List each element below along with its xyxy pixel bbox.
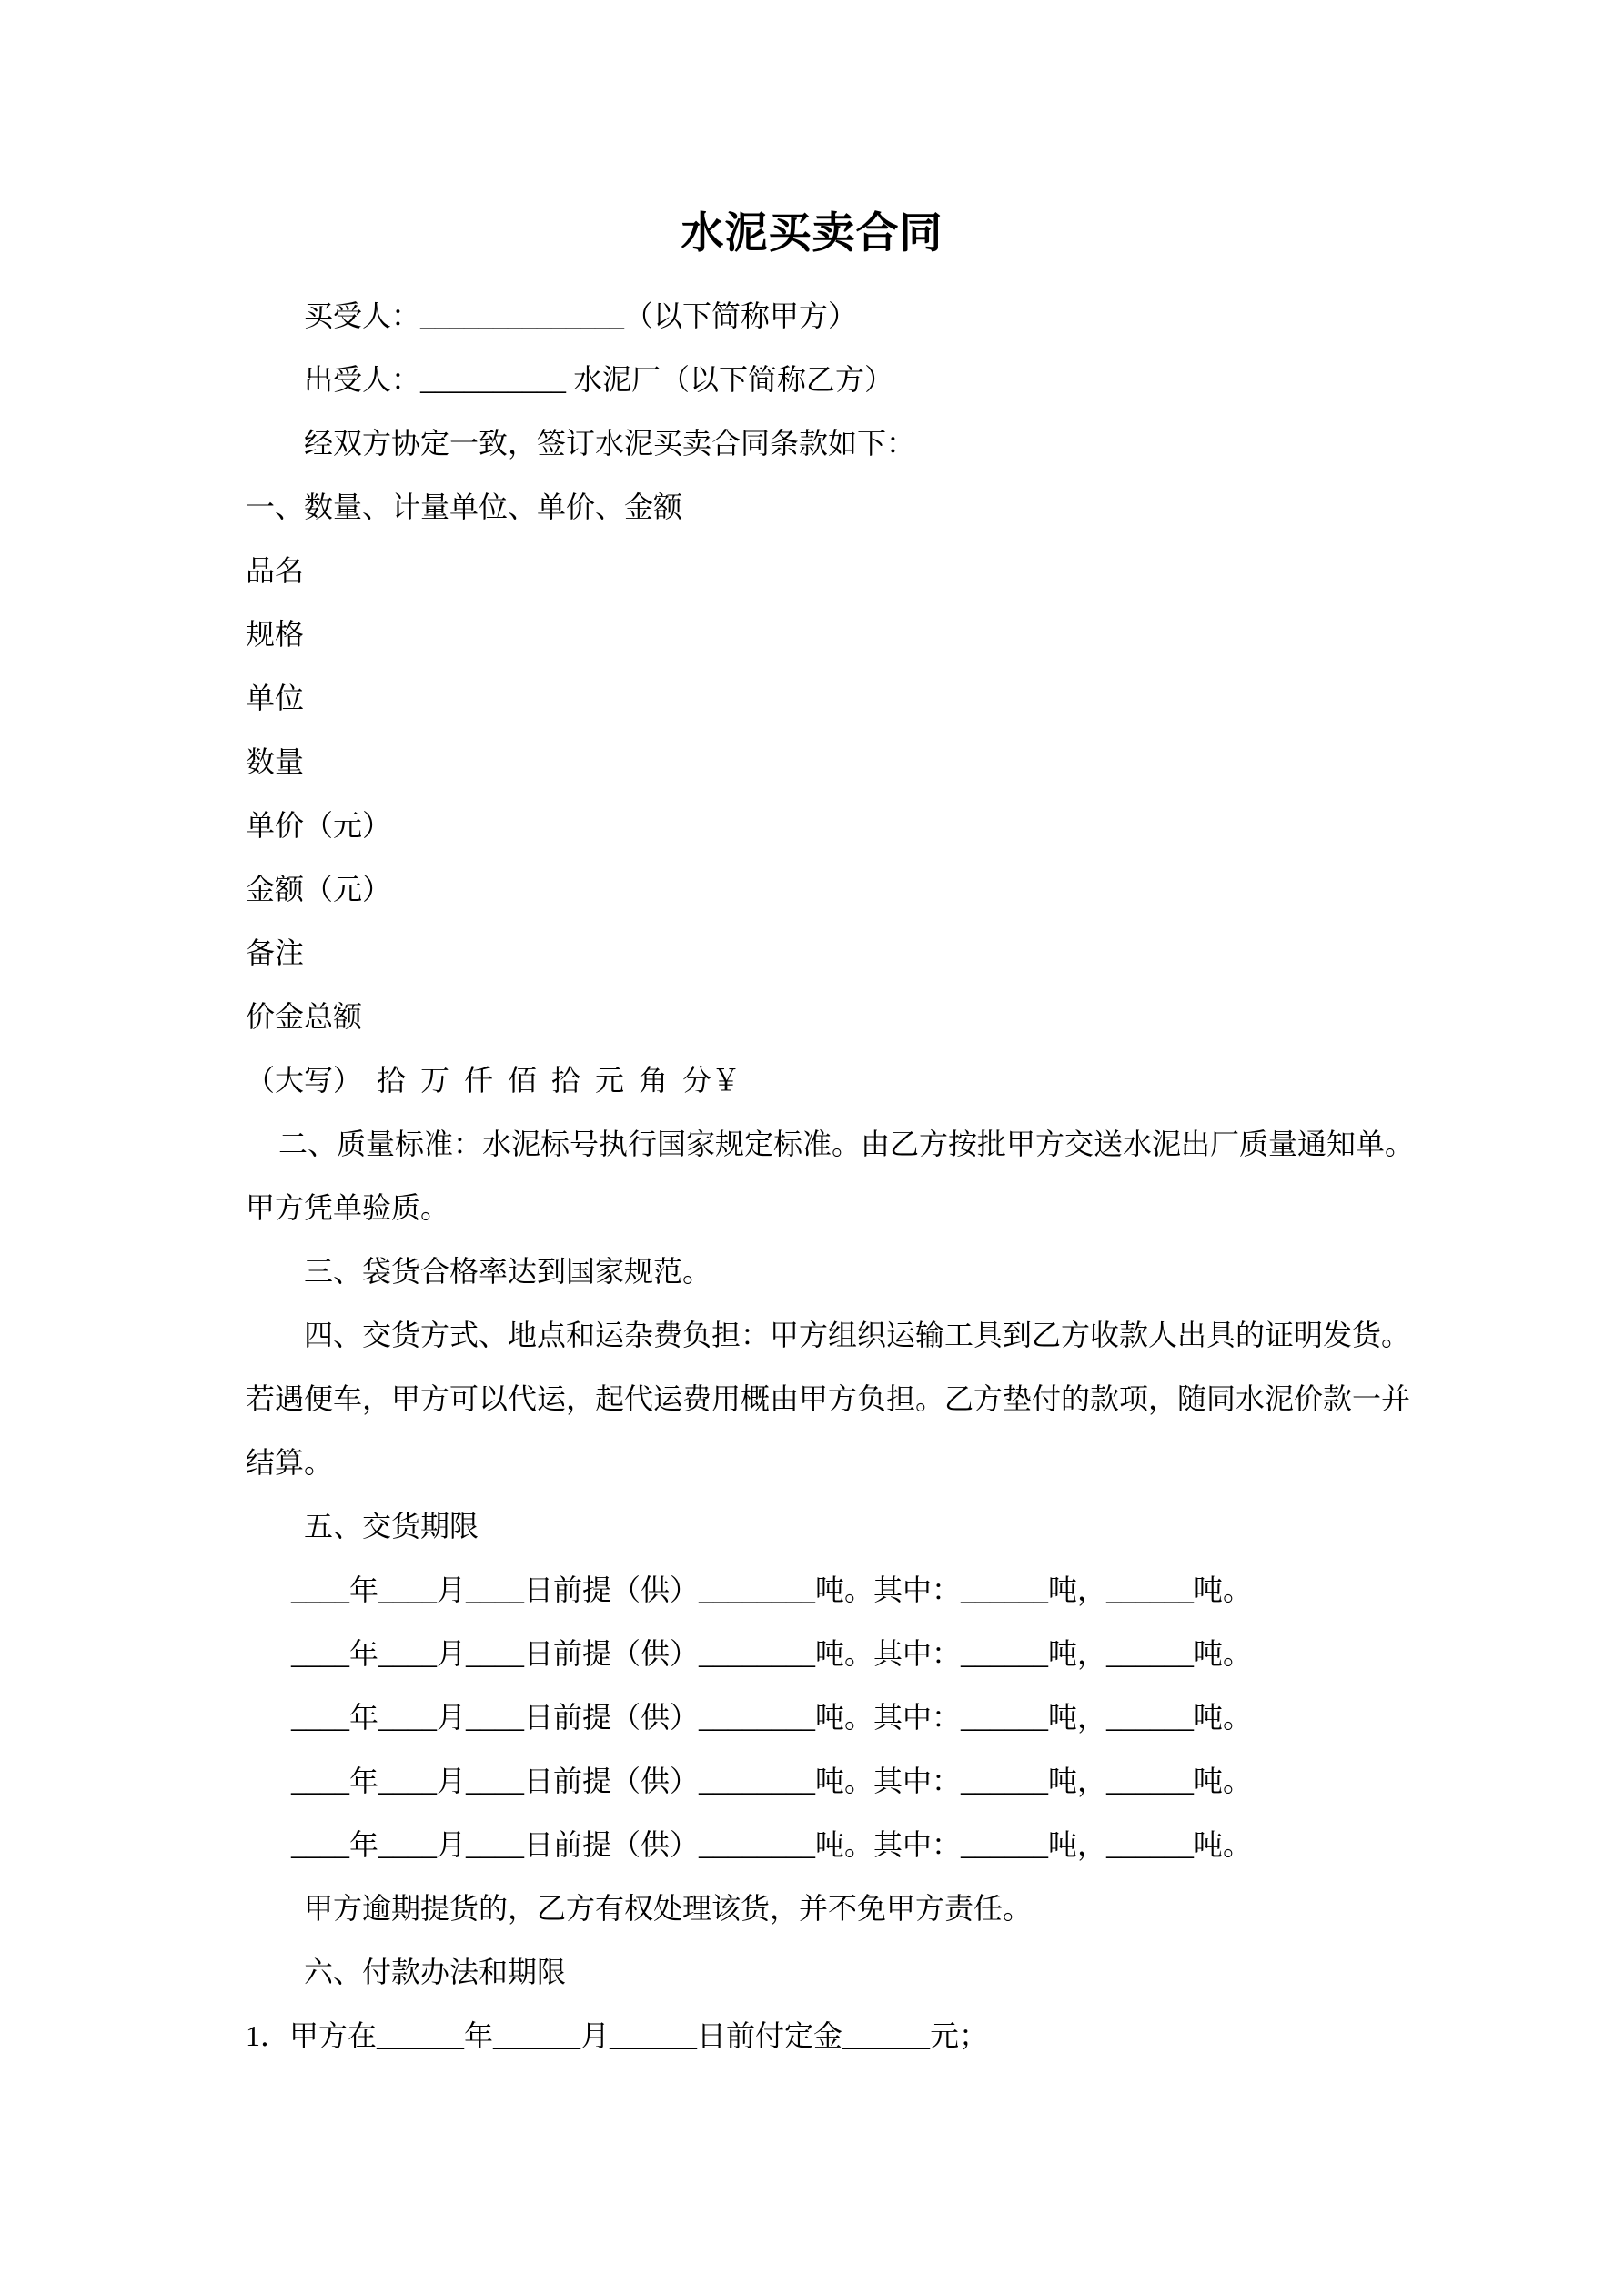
line-seller: 出受人：__________ 水泥厂（以下简称乙方） xyxy=(304,363,894,396)
section-4-heading: 四、交货方式、地点和运杂费负担：甲方组织运输工具到乙方收款人出具的证明发货。 xyxy=(304,1319,1411,1351)
section-3-heading: 三、袋货合格率达到国家规范。 xyxy=(304,1255,712,1288)
field-specification: 规格 xyxy=(246,618,305,651)
field-total-price: 价金总额 xyxy=(246,1000,363,1033)
field-amount-in-words: （大写） 拾 万 仟 佰 拾 元 角 分￥ xyxy=(246,1064,741,1097)
field-product-name: 品名 xyxy=(246,554,305,587)
section-4-continuation-2: 结算。 xyxy=(246,1446,334,1479)
section-2-continuation: 甲方凭单验质。 xyxy=(246,1191,450,1224)
delivery-blank-line-3: ____年____月____日前提（供）________吨。其中：______吨，______吨。 xyxy=(291,1701,1253,1734)
delivery-blank-line-1: ____年____月____日前提（供）________吨。其中：______吨，______吨。 xyxy=(291,1573,1253,1606)
section-4-continuation-1: 若遇便车，甲方可以代运，起代运费用概由甲方负担。乙方垫付的款项，随同水泥价款一并 xyxy=(246,1382,1411,1415)
section-2-heading: 二、质量标准：水泥标号执行国家规定标准。由乙方按批甲方交送水泥出厂质量通知单。 xyxy=(278,1128,1415,1160)
section-1-heading: 一、数量、计量单位、单价、金额 xyxy=(246,491,683,523)
delivery-blank-line-2: ____年____月____日前提（供）________吨。其中：______吨，______吨。 xyxy=(291,1637,1253,1670)
overdue-pickup-note: 甲方逾期提货的，乙方有权处理该货，并不免甲方责任。 xyxy=(304,1892,1033,1925)
field-remarks: 备注 xyxy=(246,936,305,969)
delivery-blank-line-4: ____年____月____日前提（供）________吨。其中：______吨，______吨。 xyxy=(291,1765,1253,1797)
field-unit-price: 单价（元） xyxy=(246,809,392,842)
section-5-heading: 五、交货期限 xyxy=(304,1510,479,1542)
field-quantity: 数量 xyxy=(246,745,305,778)
line-buyer: 买受人：______________（以下简称甲方） xyxy=(304,299,858,332)
section-6-heading: 六、付款办法和期限 xyxy=(304,1956,567,1988)
delivery-blank-line-5: ____年____月____日前提（供）________吨。其中：______吨，______吨。 xyxy=(291,1828,1253,1861)
page-title: 水泥买卖合同 xyxy=(681,210,943,258)
field-amount: 金额（元） xyxy=(246,873,392,905)
line-preamble: 经双方协定一致，签订水泥买卖合同条款如下： xyxy=(304,427,916,460)
payment-item-1: 1．甲方在______年______月______日前付定金______元； xyxy=(246,2019,989,2052)
contract-body xyxy=(0,258,1624,2066)
field-unit: 单位 xyxy=(246,682,305,714)
